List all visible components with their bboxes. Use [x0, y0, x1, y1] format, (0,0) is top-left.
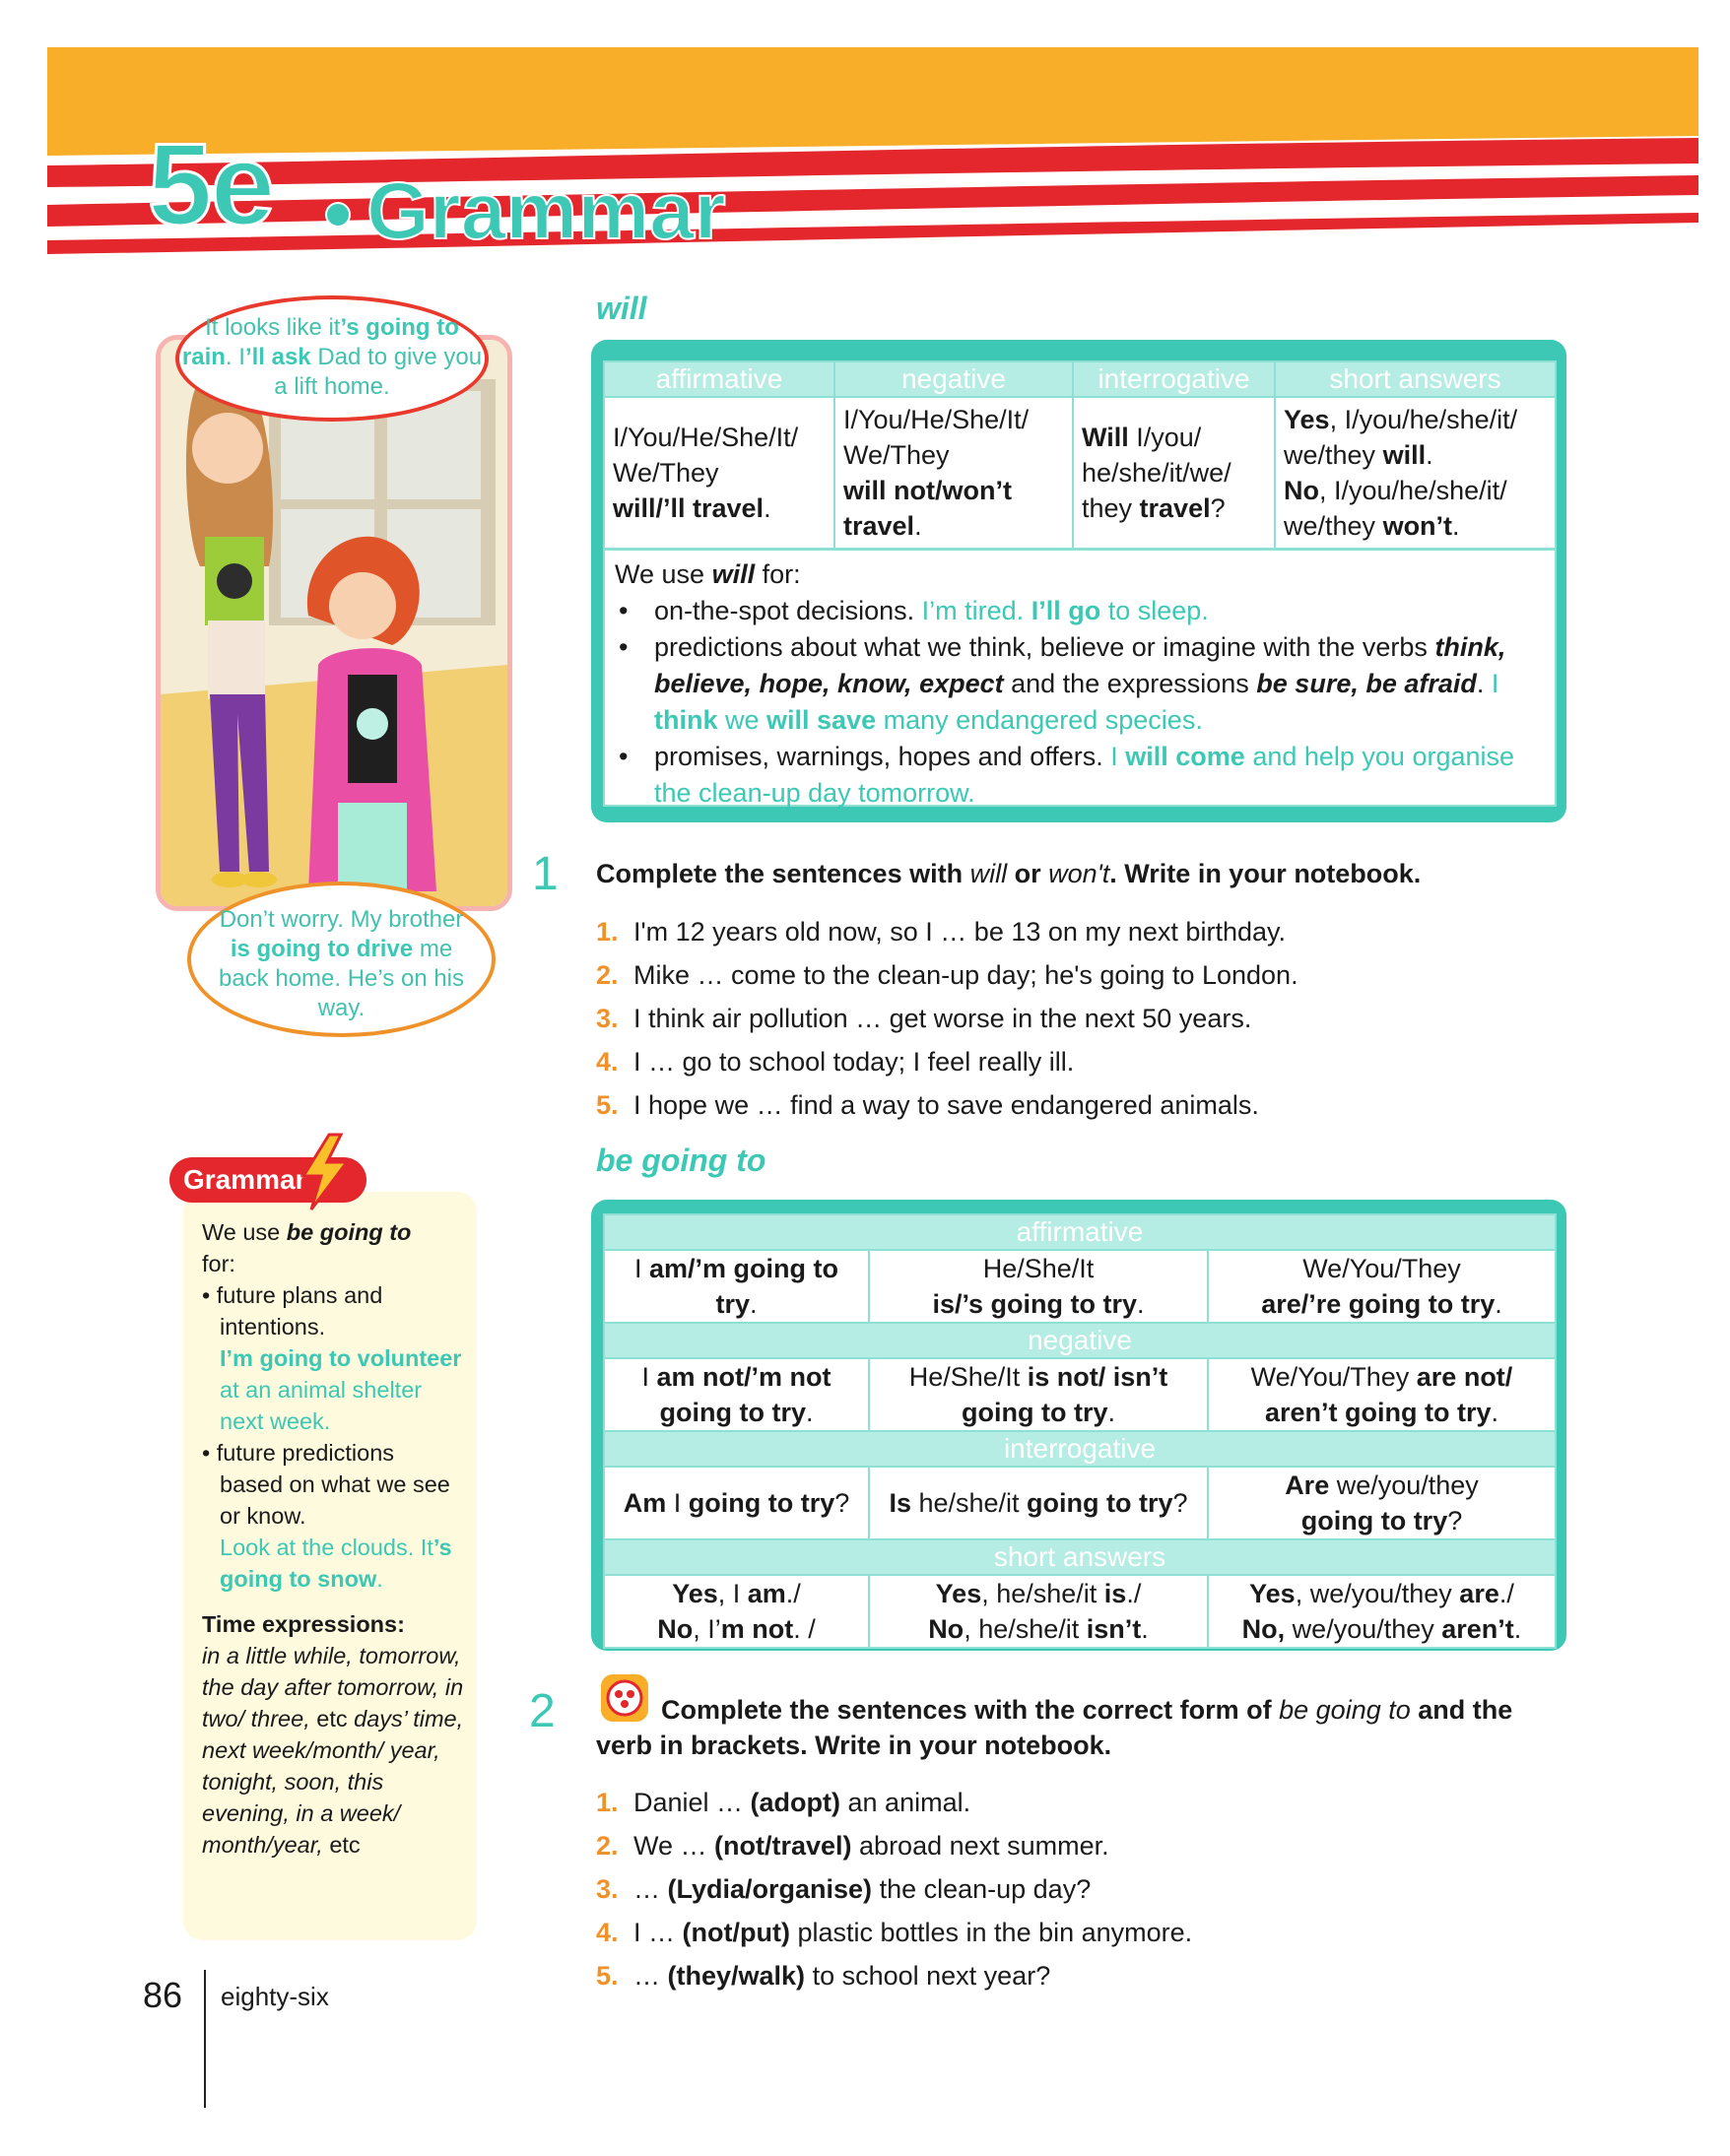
exercise-instruction: Complete the sentences with will or won't. Write in your notebook. — [596, 859, 1422, 888]
page-number-words: eighty-six — [221, 1982, 329, 2011]
will-usage-notes: We use will for: • on-the-spot decisions. I’m tired. I’ll go to sleep. • predictions about what we think, believe or imagine with the verbs think, believe, hope, know, expect and the expressions be sure, be afraid. I think we will save many endangered species. • promises, warnings, hopes and offers. I will come and help you organise the clean-up day tomorrow. — [603, 549, 1557, 807]
section-affirmative: affirmative — [604, 1214, 1556, 1250]
list-item: • predictions about what we think, believe or imagine with the verbs think, believe, hope, know, expect and the expressions be sure, be afraid. I think we will save many endangered species. — [644, 629, 1545, 739]
lesson-number: 5e — [148, 120, 274, 250]
table-cell: I am not/’m not going to try. — [604, 1358, 869, 1431]
time-expressions-heading: Time expressions: — [202, 1611, 405, 1637]
footer-divider — [204, 1970, 206, 2108]
will-usage-list — [615, 593, 1545, 812]
table-cell: We/You/They are/’re going to try. — [1208, 1250, 1556, 1323]
header-banner — [47, 47, 1698, 274]
exercise-item: 5. I hope we … find a way to save endangered animals. — [596, 1090, 1259, 1120]
exercise-item: 4. I … go to school today; I feel really ill. — [596, 1047, 1075, 1077]
exercise-item: 2. Mike … come to the clean-up day; he's going to London. — [596, 960, 1298, 990]
going-to-heading: be going to — [596, 1143, 766, 1178]
section-short-answers: short answers — [604, 1539, 1556, 1575]
exercise-instruction: Complete the sentences with the correct form of be going to and the verb in brackets. Write in your notebook. — [596, 1695, 1513, 1760]
exercise-number: 1 — [532, 848, 559, 900]
col-interrogative: interrogative — [1073, 361, 1275, 397]
exercise-item: 1. Daniel … (adopt) an animal. — [596, 1788, 971, 1817]
exercise-item: 3. … (Lydia/organise) the clean-up day? — [596, 1874, 1092, 1904]
exercise-item: 3. I think air pollution … get worse in the next 50 years. — [596, 1004, 1252, 1033]
table-cell: Yes, we/you/they are./ No, we/you/they aren’t. — [1208, 1575, 1556, 1648]
title-dot — [325, 202, 351, 228]
exercise-item: 4. I … (not/put) plastic bottles in the bin anymore. — [596, 1918, 1193, 1947]
lightning-icon — [296, 1133, 355, 1211]
col-negative: negative — [834, 361, 1073, 397]
table-cell: Am I going to try? — [604, 1467, 869, 1539]
table-cell: I am/’m going to try. — [604, 1250, 869, 1323]
table-cell: He/She/It is not/ isn’t going to try. — [869, 1358, 1208, 1431]
table-cell: Yes, he/she/it is./ No, he/she/it isn’t. — [869, 1575, 1208, 1648]
col-short-answers: short answers — [1275, 361, 1556, 397]
exercise-item: 2. We … (not/travel) abroad next summer. — [596, 1831, 1109, 1861]
will-negative-cell: I/You/He/She/It/ We/They will not/won’t travel. — [834, 397, 1073, 549]
speech-bubble-top: It looks like it’s going to rain. I’ll ask Dad to give you a lift home. — [175, 295, 489, 422]
will-affirmative-cell: I/You/He/She/It/ We/They will/’ll travel. — [604, 397, 834, 549]
will-table — [603, 360, 1557, 550]
grammar-note-text: We use be going to for: • future plans and intentions. I’m going to volunteer at an animal shelter next week. • future predictions based on what we see or know. Look at the clouds. It’s going to snow. Time expressions: in a little while, tomorrow, the day after tomorrow, in two/ three, etc days’ time, next week/month/ year, tonight, soon, this evening, in a week/ month/year, etc — [202, 1216, 468, 1861]
exercise-item: 5. … (they/walk) to school next year? — [596, 1961, 1051, 1991]
section-negative: negative — [604, 1323, 1556, 1358]
table-cell: He/She/It is/’s going to try. — [869, 1250, 1208, 1323]
table-cell: We/You/They are not/ aren’t going to try. — [1208, 1358, 1556, 1431]
will-heading: will — [596, 291, 647, 326]
table-cell: Are we/you/they going to try? — [1208, 1467, 1556, 1539]
list-item: • promises, warnings, hopes and offers. I will come and help you organise the clean-up day tomorrow. — [644, 739, 1545, 812]
will-interrogative-cell: Will I/you/ he/she/it/we/ they travel? — [1073, 397, 1275, 549]
exercise-number: 2 — [529, 1685, 556, 1737]
going-to-table — [603, 1213, 1557, 1649]
page-title: Grammar — [366, 166, 726, 256]
grammar-tag: Grammar — [169, 1157, 366, 1203]
exercise-item: 1. I'm 12 years old now, so I … be 13 on my next birthday. — [596, 917, 1286, 947]
will-short-answers-cell: Yes, I/you/he/she/it/ we/they will. No, I/you/he/she/it/ we/they won’t. — [1275, 397, 1556, 549]
col-affirmative: affirmative — [604, 361, 834, 397]
list-item: • on-the-spot decisions. I’m tired. I’ll go to sleep. — [644, 593, 1545, 629]
section-interrogative: interrogative — [604, 1431, 1556, 1467]
exercise1-list — [596, 910, 1562, 1127]
page-number: 86 — [143, 1975, 183, 2015]
table-cell: Yes, I am./ No, I’m not. / — [604, 1575, 869, 1648]
speech-bubble-bottom: Don’t worry. My brother is going to drive me back home. He’s on his way. — [187, 882, 496, 1037]
table-cell: Is he/she/it going to try? — [869, 1467, 1208, 1539]
exercise2-list — [596, 1781, 1562, 1997]
